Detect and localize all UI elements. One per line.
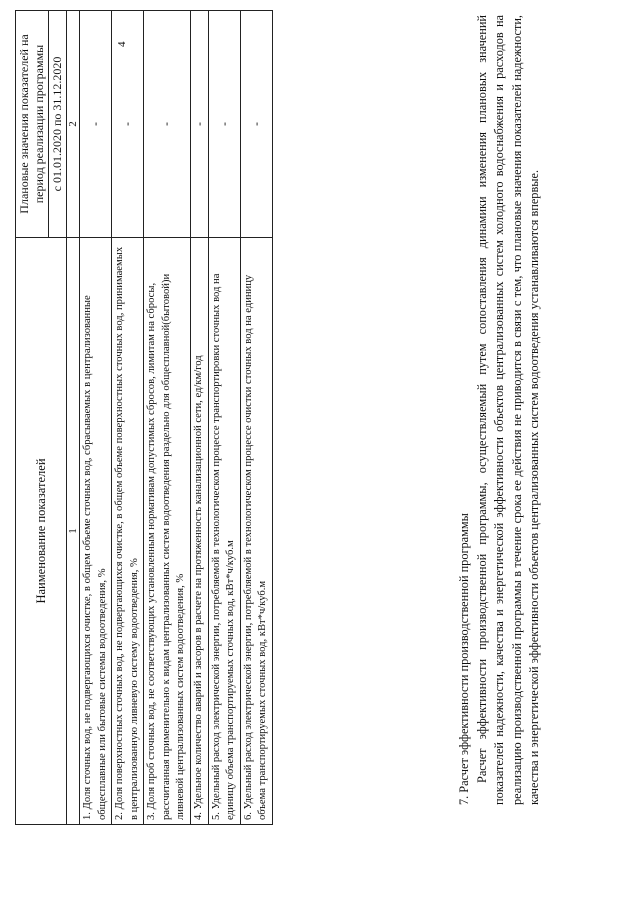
indicator-name: 2. Доля поверхностных сточных вод, не подвергающихся очистке, в общем объеме поверхностных сточных вод, принимаемых в централизованную ливневую систему водоотведения, % [112,238,144,825]
table-row [190,11,208,825]
efficiency-section [456,15,544,805]
indicator-name: 6. Удельный расход электрической энергии, потребляемой в технологическом процессе очистки сточных вод на единицу объема транспортируемых сточных вод, кВт*ч/куб.м [240,238,272,825]
indicator-value: - [240,11,272,238]
table-row [240,11,272,825]
table-row [112,11,144,825]
indicator-name: 4. Удельное количество аварий и засоров в расчете на протяженность канализационной сети, ед/км/год [190,238,208,825]
indicator-name: 3. Доля проб сточных вод, не соответствующих установленным нормативам допустимых сбросов, лимитам на сбросы, рассчитанная применительно к видам централизованных систем водоотведения раздельно для общесплавной(бытовой)и ливневой централизованных систем водоотведения, % [144,238,191,825]
indicator-name: 5. Удельный расход электрической энергии, потребляемой в технологическом процессе транспортировки сточных вод на единицу объема транспортируемых сточных вод, кВт*ч/куб.м [208,238,240,825]
indicator-name: 1. Доля сточных вод, не подвергающихся очистке, в общем объеме сточных вод, сбрасываемых в централизованные общесплавные или бытовые системы водоотведения, % [80,238,112,825]
indicator-value: - [208,11,240,238]
indicator-value: - [190,11,208,238]
indicators-table [15,10,273,825]
page-number: 4 [116,41,128,47]
header-planned-values: Плановые значения показателей на период реализации программы [16,11,49,238]
table-row [80,11,112,825]
header-indicator-name: Наименование показателей [16,238,67,825]
column-number-1: 1 [67,238,80,825]
section-heading: 7. Расчет эффективности производственной программы [457,513,471,805]
indicator-value: - [112,11,144,238]
column-number-2: 2 [67,11,80,238]
indicator-value: - [144,11,191,238]
indicator-value: - [80,11,112,238]
header-period: с 01.01.2020 по 31.12.2020 [49,11,67,238]
table-row [144,11,191,825]
table-row [208,11,240,825]
section-paragraph: Расчет эффективности производственной программы, осуществляемый путем сопоставления динамики изменения плановых значений показателей надежности, качества и энергетической эффективности объектов централизованных систем холодного водоснабжения и расходов на реализацию производственной программы в течение срока ее действия не приводится в связи с тем, что плановые значения показателей надежности, качества и энергетической эффективности объектов централизованных систем водоотведения устанавливаются впервые. [474,15,541,805]
